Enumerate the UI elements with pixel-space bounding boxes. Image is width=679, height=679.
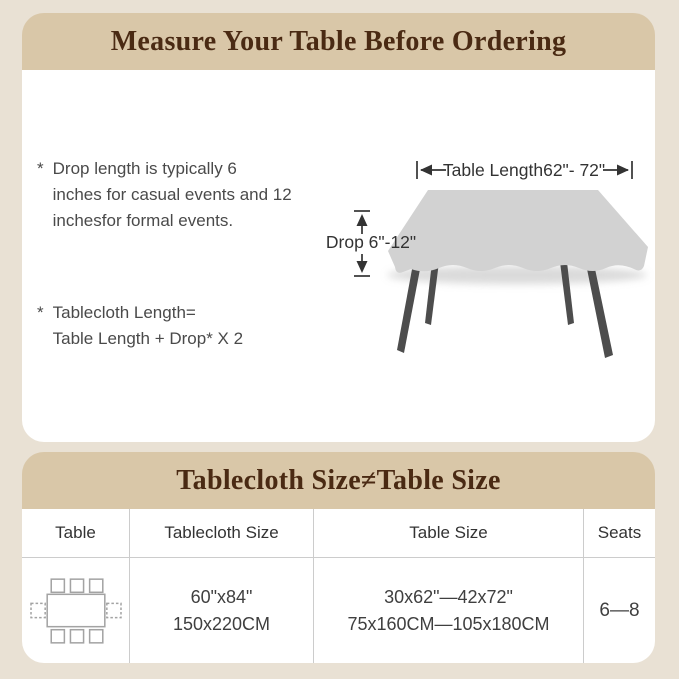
table-size-inches: 30x62"—42x72"	[384, 586, 513, 607]
tablecloth-length-formula-text: Tablecloth Length= Table Length + Drop* X 2	[52, 303, 244, 348]
drop-label: Drop 6"-12"	[325, 232, 417, 252]
seat-right-optional	[106, 603, 120, 617]
tablecloth-drape	[388, 190, 648, 273]
seat-top-1	[51, 579, 64, 592]
measure-panel	[22, 70, 655, 442]
seat-top-3	[89, 579, 102, 592]
rect-table-top-view-icon	[30, 578, 122, 644]
table-size-cell	[313, 557, 583, 663]
arrowhead-up	[357, 214, 368, 226]
drop-length-note	[37, 156, 292, 234]
size-table	[22, 509, 655, 663]
seat-bottom-2	[70, 629, 83, 642]
column-header-seats: Seats	[583, 509, 655, 557]
arrowhead-left	[420, 165, 432, 176]
column-header-table: Table	[55, 523, 96, 542]
arrowhead-right	[617, 165, 629, 176]
tablecloth-size-cm: 150x220CM	[172, 613, 271, 634]
column-header-table-size: Table Size	[313, 509, 583, 557]
bullet-asterisk: *	[37, 303, 44, 322]
measure-heading-bar	[22, 13, 655, 70]
drop-length-note-text: Drop length is typically 6 inches for casual events and 12 inchesfor formal events.	[52, 159, 292, 230]
seat-bottom-3	[89, 629, 102, 642]
seat-top-2	[70, 579, 83, 592]
seats-cell: 6—8	[583, 557, 655, 663]
table-row-shape-cell	[22, 557, 129, 663]
page-title: Measure Your Table Before Ordering	[110, 25, 567, 57]
bullet-asterisk: *	[37, 159, 44, 178]
table-measurement-diagram	[317, 148, 657, 368]
column-header-tablecloth-size: Tablecloth Size	[129, 509, 313, 557]
table-top	[47, 594, 105, 626]
table-length-label: Table Length62"- 72"	[442, 160, 606, 180]
tablecloth-size-cell	[129, 557, 313, 663]
seat-left-optional	[31, 603, 45, 617]
size-heading-bar	[22, 452, 655, 509]
tablecloth-size-inches: 60"x84"	[190, 586, 253, 607]
arrowhead-down	[357, 261, 368, 273]
seat-bottom-1	[51, 629, 64, 642]
size-section-title: Tablecloth Size≠Table Size	[176, 464, 501, 496]
table-size-cm: 75x160CM—105x180CM	[347, 613, 550, 634]
tablecloth-length-formula-note	[37, 300, 243, 352]
